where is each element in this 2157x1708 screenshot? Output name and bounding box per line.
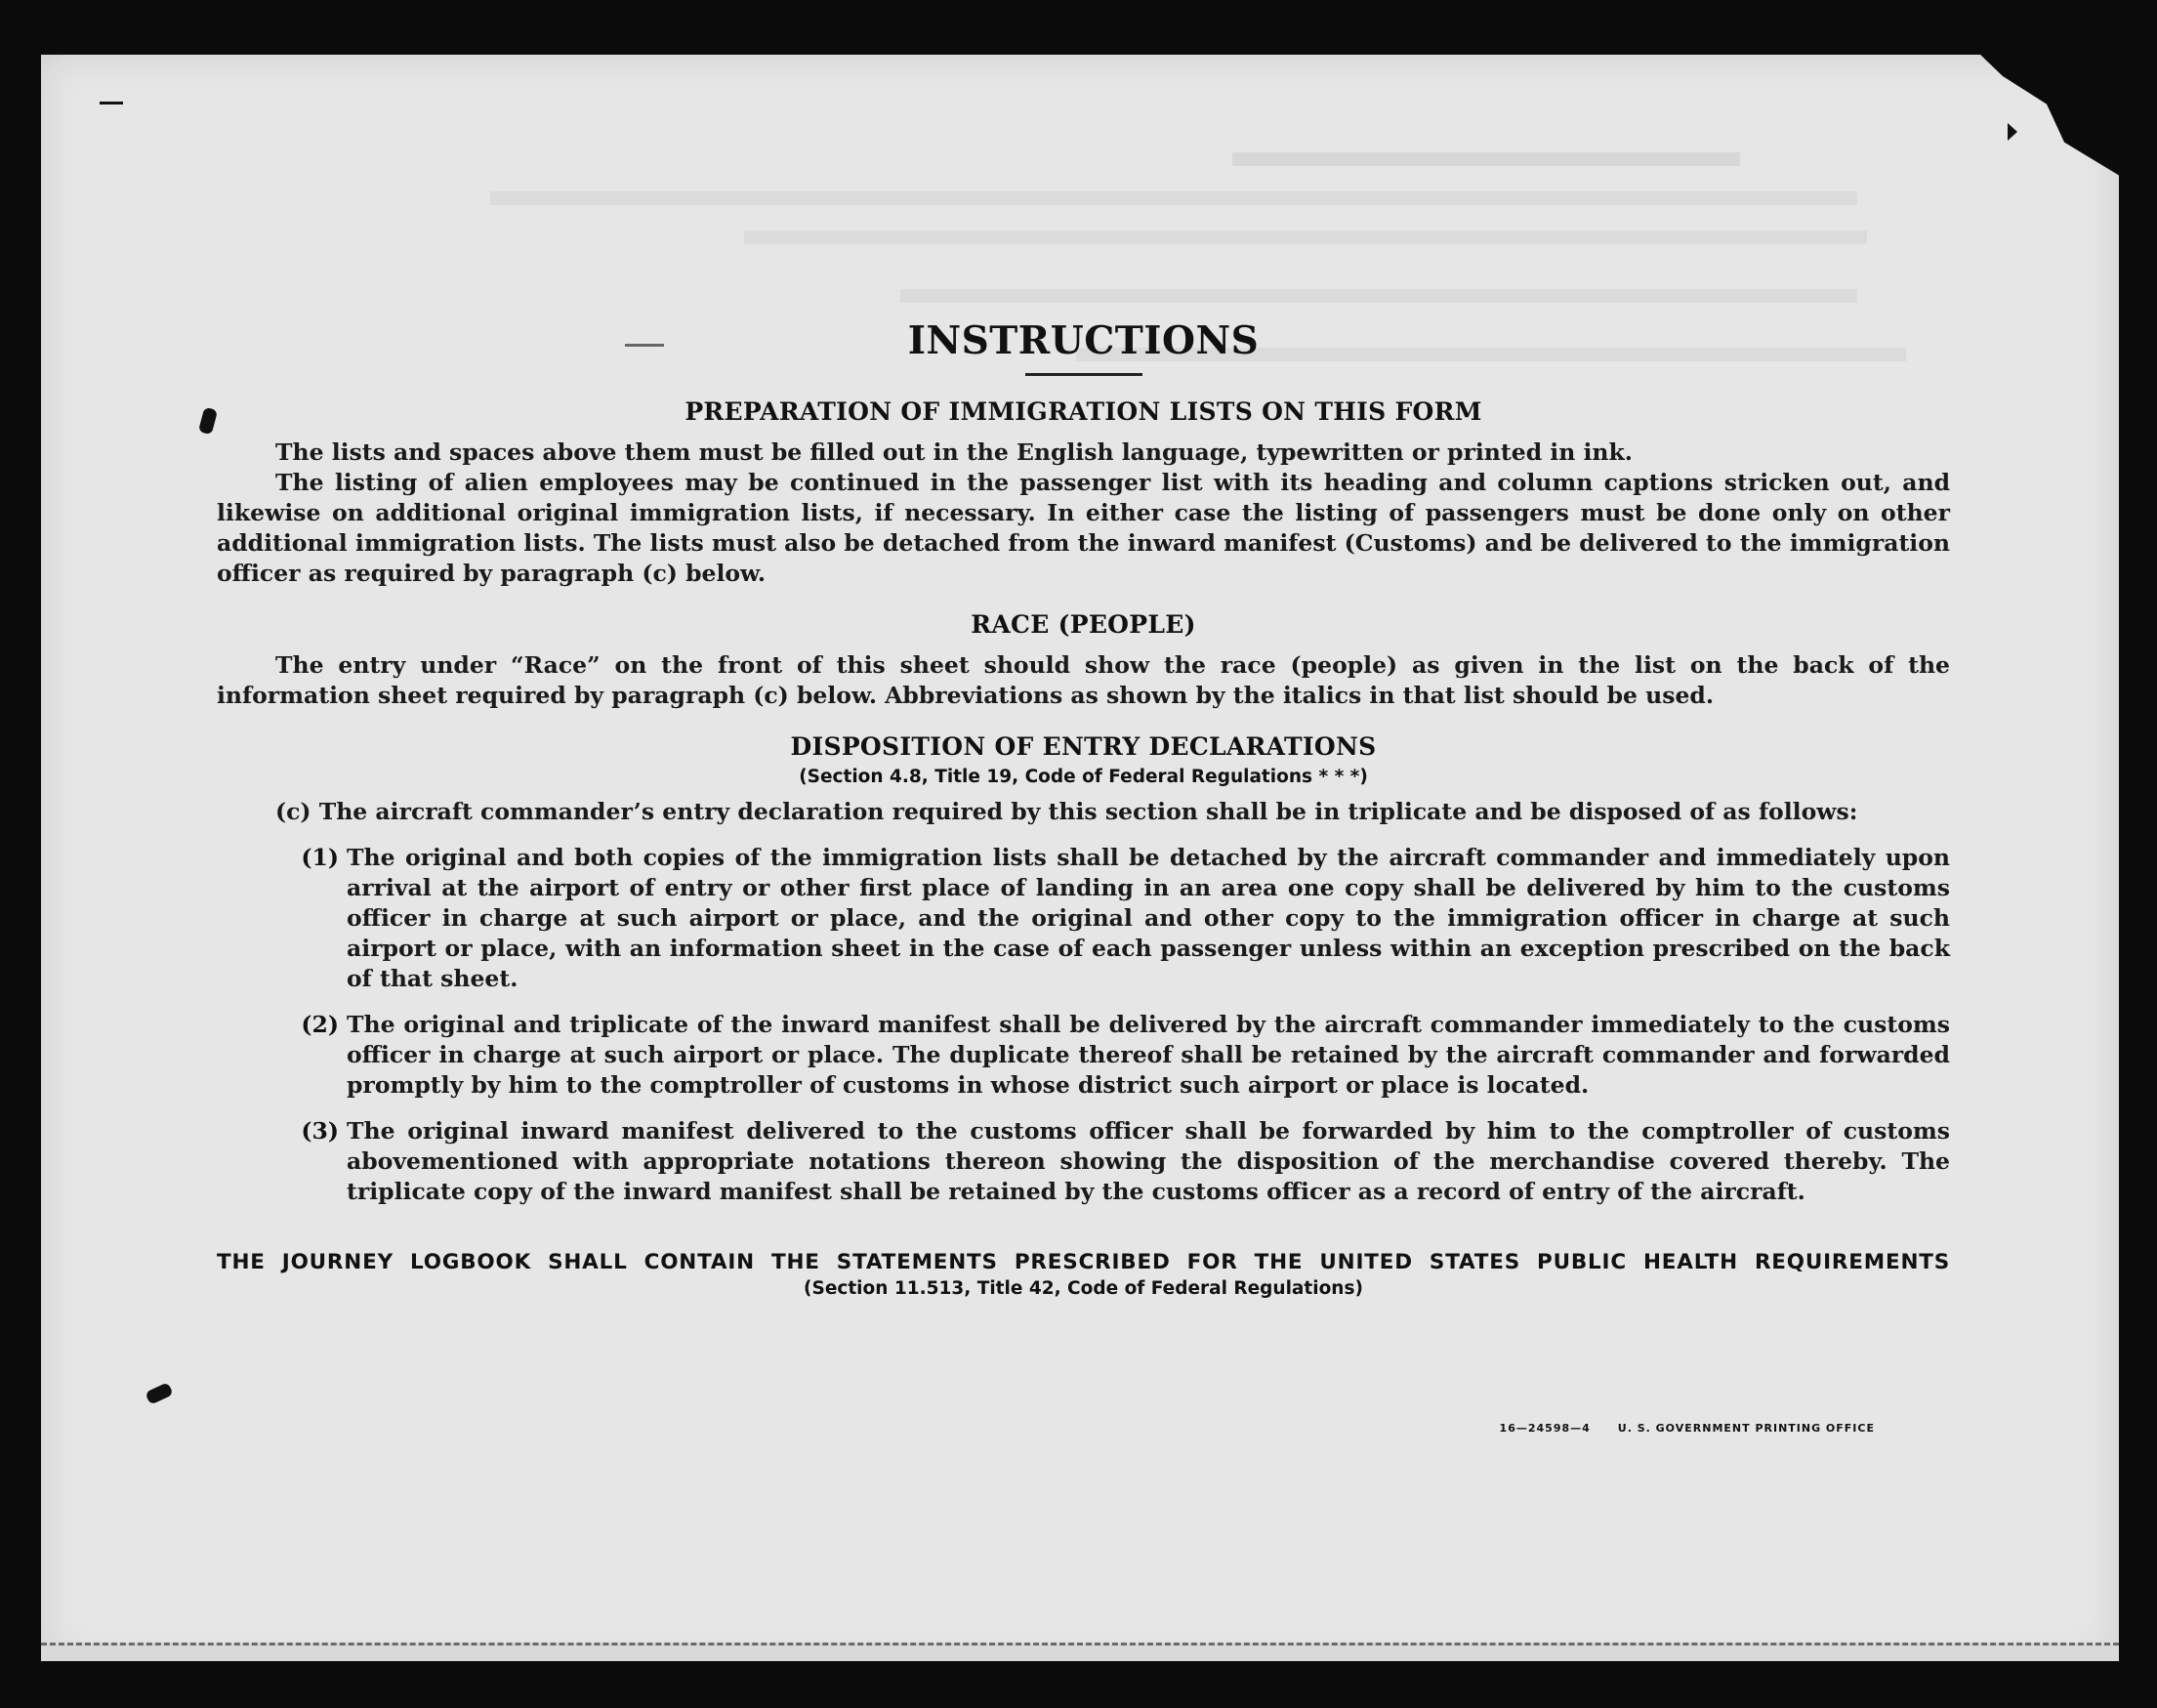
ink-mark [198, 407, 218, 436]
paragraph: The entry under “Race” on the front of this sheet should show the race (people) as given in the list on the back of the information sheet required by paragraph (c) below. Abbreviations as shown by the italics in that list should be used. [217, 651, 1950, 709]
list-item [217, 843, 1950, 994]
form-number: 16—24598—4 [1499, 1422, 1591, 1435]
item-number: (3) [301, 1117, 339, 1145]
list-item [217, 1010, 1950, 1101]
ink-mark [2008, 123, 2017, 141]
item-number: (2) [301, 1011, 339, 1038]
paragraph: The lists and spaces above them must be filled out in the English language, typewritten or printed in ink. [275, 438, 1633, 466]
section-heading-disposition: DISPOSITION OF ENTRY DECLARATIONS [790, 732, 1377, 761]
document-sheet [41, 55, 2119, 1661]
item-text: The original and triplicate of the inward manifest shall be delivered by the aircraft commander immediately to the customs officer in charge at such airport or place. The duplicate thereof shall be retained by the aircraft commander and forwarded promptly by him to the comptroller of customs in whose district such airport or place is located. [347, 1011, 1950, 1099]
title-underline [1025, 373, 1142, 376]
item-text: The original inward manifest delivered to the customs officer shall be forwarded by him to the comptroller of customs abovementioned with appropriate notations thereon showing the disposition of the merchandise covered thereby. The triplicate copy of the inward manifest shall be retained by the customs officer as a record of entry of the aircraft. [347, 1117, 1950, 1205]
printing-info [1500, 1422, 1875, 1435]
section-heading-preparation: PREPARATION OF IMMIGRATION LISTS ON THIS FORM [684, 397, 1482, 426]
item-number: (1) [301, 844, 339, 871]
ink-mark [100, 102, 123, 104]
torn-corner [1976, 51, 2123, 178]
ink-mark [145, 1382, 173, 1405]
footer-regulation-reference: (Section 11.513, Title 42, Code of Federal Regulations) [804, 1278, 1363, 1299]
paragraph: The listing of alien employees may be continued in the passenger list with its heading and column captions stricken out, and likewise on additional original immigration lists, if necessary. In either case the listing of passengers must be done only on other additional immigration lists. The lists must also be detached from the inward manifest (Customs) and be delivered to the immigration officer as required by paragraph (c) below. [217, 469, 1950, 587]
instructions-body [217, 318, 1950, 1299]
paragraph-c: (c) The aircraft commander’s entry declaration required by this section shall be in triplicate and be disposed of as follows: [275, 798, 1858, 825]
list-item [217, 1116, 1950, 1207]
perforated-edge [41, 1643, 2119, 1661]
printer-name: U. S. GOVERNMENT PRINTING OFFICE [1617, 1422, 1875, 1435]
section-heading-race: RACE (PEOPLE) [971, 610, 1196, 639]
health-requirements-notice: THE JOURNEY LOGBOOK SHALL CONTAIN THE STATEMENTS PRESCRIBED FOR THE UNITED STATES PUBLIC HEALTH REQUIREMENTS [217, 1250, 1950, 1274]
item-text: The original and both copies of the immigration lists shall be detached by the aircraft commander and immediately upon arrival at the airport of entry or other first place of landing in an area one copy shall be delivered by him to the customs officer in charge at such airport or place, and the original and other copy to the immigration officer in charge at such airport or place, with an information sheet in the case of each passenger unless within an exception prescribed on the back of that sheet. [347, 844, 1950, 992]
page-title: INSTRUCTIONS [907, 318, 1260, 363]
regulation-reference: (Section 4.8, Title 19, Code of Federal Regulations * * *) [799, 767, 1368, 787]
